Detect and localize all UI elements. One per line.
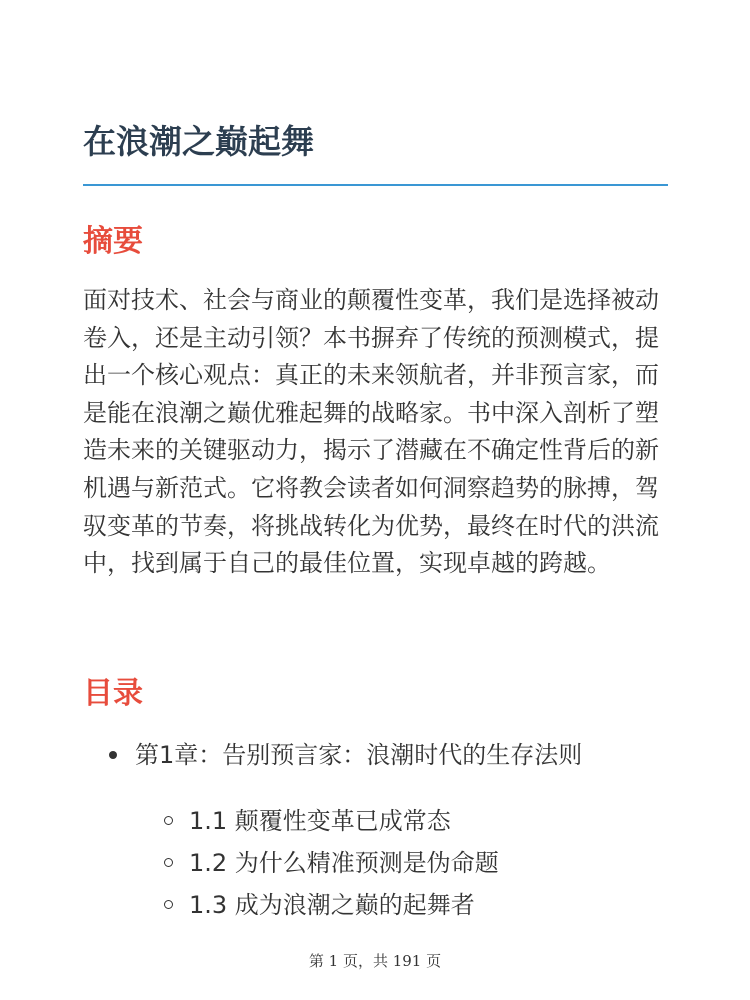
toc-chapter-1[interactable] bbox=[83, 736, 668, 926]
bullet-disc-icon bbox=[109, 751, 117, 759]
toc-list bbox=[83, 736, 668, 926]
toc-section-1-3[interactable] bbox=[83, 884, 668, 926]
title-underline-divider bbox=[83, 184, 668, 186]
toc-section-label: 1.3 成为浪潮之巅的起舞者 bbox=[189, 891, 475, 919]
toc-section-label: 1.2 为什么精准预测是伪命题 bbox=[189, 849, 499, 877]
toc-section-label: 1.1 颠覆性变革已成常态 bbox=[189, 807, 451, 835]
toc-chapter-label: 第1章：告别预言家：浪潮时代的生存法则 bbox=[135, 741, 583, 769]
toc-heading: 目录 bbox=[83, 676, 143, 711]
bullet-circle-icon bbox=[164, 900, 173, 909]
document-title: 在浪潮之巅起舞 bbox=[83, 122, 314, 161]
toc-section-1-1[interactable] bbox=[83, 800, 668, 842]
toc-section-1-2[interactable] bbox=[83, 842, 668, 884]
summary-heading: 摘要 bbox=[83, 224, 143, 259]
page-number-footer: 第 1 页，共 191 页 bbox=[308, 952, 442, 970]
document-page bbox=[83, 0, 668, 1000]
bullet-circle-icon bbox=[164, 816, 173, 825]
toc-sub-list bbox=[135, 800, 668, 926]
bullet-circle-icon bbox=[164, 858, 173, 867]
summary-paragraph: 面对技术、社会与商业的颠覆性变革，我们是选择被动卷入，还是主动引领？本书摒弃了传统的预测模式，提出一个核心观点：真正的未来领航者，并非预言家，而是能在浪潮之巅优雅起舞的战略家。书中深入剖析了塑造未来的关键驱动力，揭示了潜藏在不确定性背后的新机遇与新范式。它将教会读者如何洞察趋势的脉搏，驾驭变革的节奏，将挑战转化为优势，最终在时代的洪流中，找到属于自己的最佳位置，实现卓越的跨越。 bbox=[83, 286, 659, 578]
